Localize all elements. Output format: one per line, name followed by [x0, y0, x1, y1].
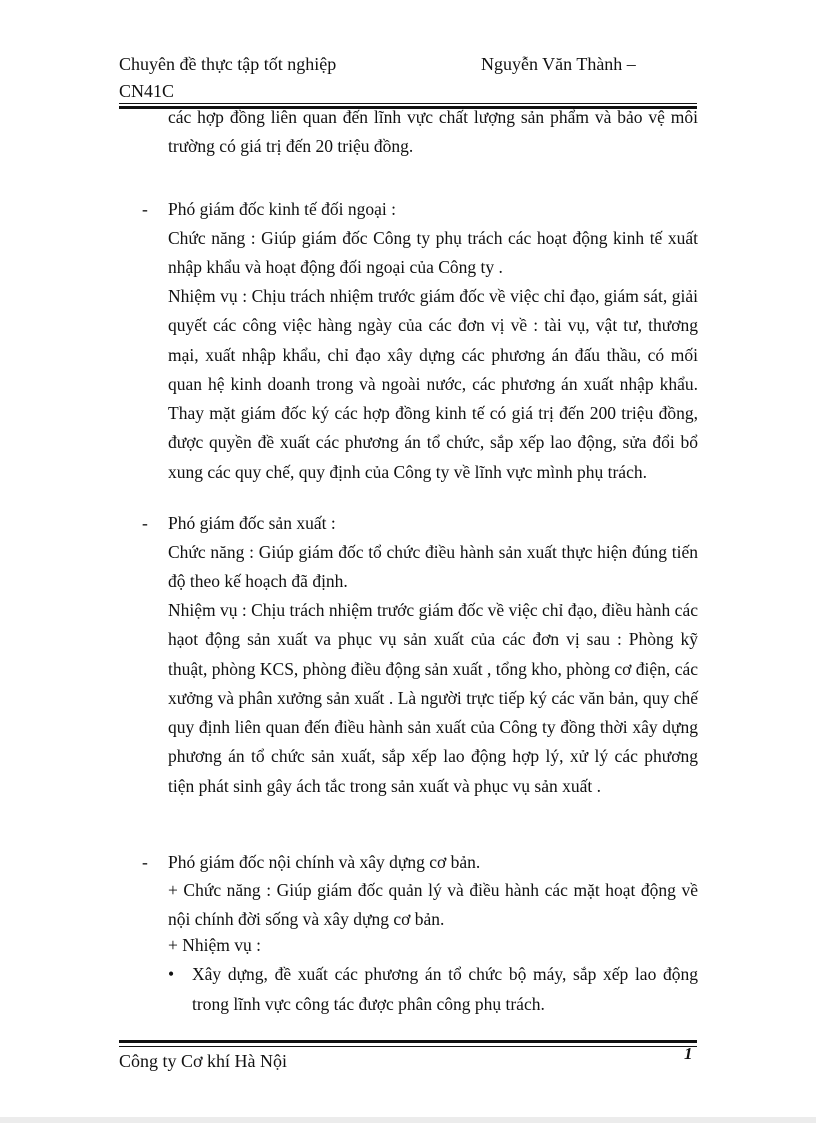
- duty-label: + Nhiệm vụ :: [168, 935, 261, 955]
- duty-paragraph: Nhiệm vụ : Chịu trách nhiệm trước giám đốc về việc chỉ đạo, giám sát, giải quyết các công việc hàng ngày của các đơn vị về : tài vụ, vật tư, thương mại, xuất nhập khẩu, chỉ đạo xây dựng các phương án đấu thầu, có mối quan hệ kinh doanh trong và ngoài nước, các phương án xuất nhập khẩu. Thay mặt giám đốc ký các hợp đồng kinh tế có giá trị đến 200 triệu đồng, được quyền đề xuất các phương án tổ chức, sắp xếp lao động, sửa đổi bổ xung các quy chế, quy định của Công ty về lĩnh vực mình phụ trách.: [168, 286, 698, 482]
- dash-marker: -: [142, 852, 148, 872]
- header-class-code: CN41C: [119, 81, 175, 101]
- footer-divider: [119, 1046, 697, 1047]
- intro-paragraph: các hợp đồng liên quan đến lĩnh vực chất lượng sản phẩm và bảo vệ môi trường có giá trị đến 20 triệu đồng.: [168, 107, 698, 157]
- function-paragraph: + Chức năng : Giúp giám đốc quản lý và điều hành các mặt hoạt động về nội chính đời sống và xây dựng cơ bản.: [168, 880, 698, 930]
- page-number: 1: [684, 1044, 693, 1063]
- section-title-foreign-affairs: [142, 195, 396, 224]
- function-paragraph: Chức năng : Giúp giám đốc Công ty phụ trách các hoạt động kinh tế xuất nhập khẩu và hoạt động đối ngoại của Công ty .: [168, 228, 698, 278]
- function-paragraph: Chức năng : Giúp giám đốc tổ chức điều hành sản xuất thực hiện đúng tiến độ theo kế hoạch đã định.: [168, 542, 698, 592]
- list-item: [168, 959, 698, 1019]
- section-title-text: Phó giám đốc kinh tế đối ngoại :: [168, 199, 396, 219]
- dash-marker: -: [142, 513, 148, 533]
- dash-marker: -: [142, 199, 148, 219]
- section-title-text: Phó giám đốc sản xuất :: [168, 513, 336, 533]
- footer-divider-thick: [119, 1040, 697, 1043]
- footer-company: Công ty Cơ khí Hà Nội: [119, 1051, 288, 1071]
- section-title-internal-affairs: [142, 848, 480, 877]
- duty-paragraph: Nhiệm vụ : Chịu trách nhiệm trước giám đốc về việc chỉ đạo, điều hành các hạot động sản xuất va phục vụ sản xuất của các đơn vị sau : Phòng kỹ thuật, phòng KCS, phòng điều động sản xuất , tổng kho, phòng cơ điện, các xưởng và phân xưởng sản xuất . Là người trực tiếp ký các văn bản, quy chế quy định liên quan đến điều hành sản xuất của Công ty đồng thời xây dựng phương án tổ chức sản xuất, sắp xếp lao động hợp lý, xử lý các phương tiện phát sinh gây ách tắc trong sản xuất và phục vụ sản xuất .: [168, 600, 698, 796]
- section-title-production: [142, 509, 336, 538]
- section-title-text: Phó giám đốc nội chính và xây dựng cơ bản.: [168, 852, 481, 872]
- list-item-text: Xây dựng, đề xuất các phương án tổ chức bộ máy, sắp xếp lao động trong lĩnh vực công tác được phân công phụ trách.: [192, 964, 698, 1014]
- header-thesis-title: Chuyên đề thực tập tốt nghiệp: [119, 54, 337, 74]
- page-bottom-edge: [0, 1117, 816, 1123]
- bullet-dot-icon: •: [168, 964, 175, 984]
- header-author: Nguyễn Văn Thành –: [481, 54, 636, 74]
